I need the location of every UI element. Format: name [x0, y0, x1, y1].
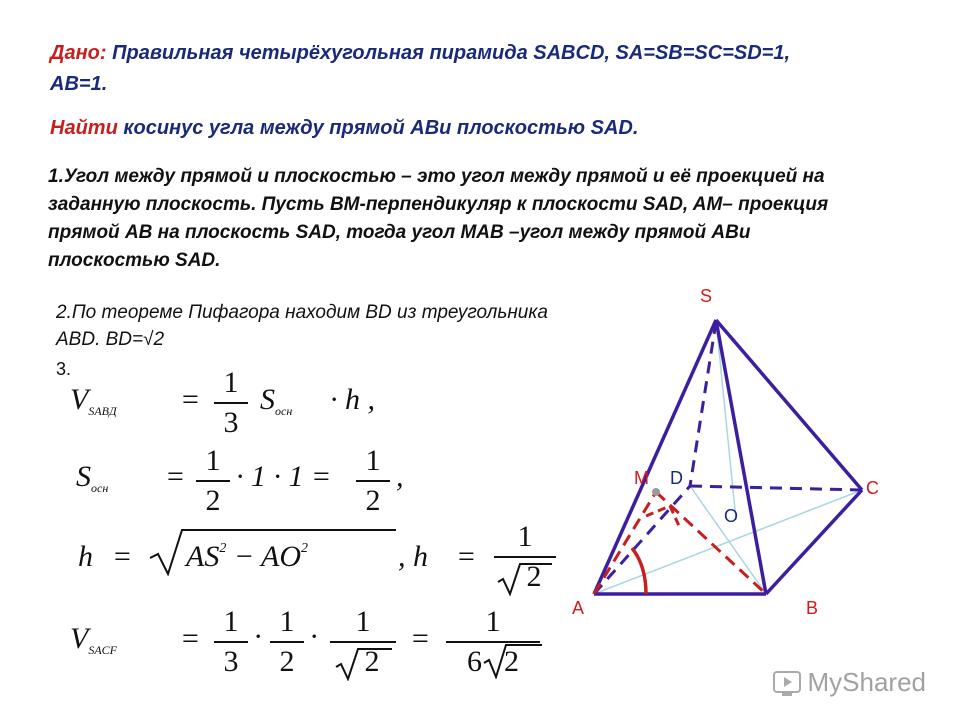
formula1-eq: =	[180, 383, 201, 416]
step3-label: 3.	[56, 359, 72, 379]
find-text: косинус угла между прямой ABи плоскостью SAD.	[117, 117, 639, 139]
formula3-lhs: h	[78, 540, 93, 573]
label-m: M	[634, 468, 649, 488]
formula4-lhs: $V_{SACF}$	[70, 622, 117, 657]
formula2-lhs: $S_{осн}$	[76, 460, 109, 495]
formula3-eq: =	[112, 540, 133, 573]
label-c: C	[866, 478, 879, 498]
formula4-fraction-1: 1 3	[214, 605, 248, 679]
formula3-fraction: 1 2	[494, 520, 556, 594]
formula4-fraction-3: 1 2	[330, 605, 396, 679]
angle-mab-arc	[632, 548, 646, 594]
label-o: O	[724, 506, 739, 526]
formula2-eq: =	[165, 460, 186, 493]
given-text-2: AB=1.	[50, 73, 108, 95]
label-s: S	[700, 286, 713, 306]
myshared-logo-icon	[772, 668, 802, 698]
formula4-dot-2: ·	[310, 620, 318, 653]
formula3-sep: , h	[398, 540, 428, 573]
step1-line-1: 1.Угол между прямой и плоскостью – это угол между прямой и её проекцией на	[48, 166, 825, 187]
formula2-fraction-2: 1 2	[356, 444, 390, 518]
edge-sc	[716, 320, 862, 490]
formula1-rest: $S_{осн}$	[260, 383, 293, 418]
formula4-eq2: =	[410, 622, 431, 655]
edge-dc-dashed	[690, 486, 862, 490]
formula2-tail: ,	[396, 460, 404, 493]
formula1-fraction: 1 3	[214, 366, 248, 440]
edge-bc	[766, 490, 862, 594]
formula2-mid: · 1 · 1 =	[236, 460, 332, 493]
projection-am	[594, 492, 656, 594]
point-m	[652, 488, 660, 496]
step1-line-2: заданную плоскость. Пусть BM-перпендикуляр к плоскости SAD, AM– проекция	[48, 194, 829, 215]
formula3-radicand: $AS^2 - AO^2$	[186, 540, 309, 573]
step2-line-1: 2.По теореме Пифагора находим BD из треугольника	[56, 302, 548, 323]
given-label: Дано:	[50, 42, 107, 64]
step1-line-3: прямой AB на плоскость SAD, тогда угол MAB –угол между прямой ABи	[48, 222, 751, 243]
step2-line-2: ABD. BD=√2	[56, 329, 165, 350]
formula3-eq2: =	[456, 540, 477, 573]
formula4-eq: =	[180, 622, 201, 655]
find-label: Найти	[50, 117, 118, 139]
watermark	[772, 667, 927, 698]
formula4-fraction-4: 1 6 2	[446, 605, 540, 679]
label-a: A	[572, 598, 585, 618]
watermark-text: MyShared	[807, 667, 926, 697]
formula4-dot-1: ·	[254, 620, 262, 653]
step1-line-4: плоскостью SAD.	[48, 250, 221, 271]
formula4-fraction-2: 1 2	[270, 605, 304, 679]
label-d: D	[670, 468, 683, 488]
formula1-lhs: $V_{SABД}$	[70, 383, 117, 418]
formula1-tail: · h ,	[330, 383, 375, 416]
edge-ad-dashed	[594, 486, 690, 594]
edge-sb	[716, 320, 766, 594]
label-b: B	[806, 598, 819, 618]
formula2-fraction-1: 1 2	[196, 444, 230, 518]
edge-sa	[594, 320, 716, 594]
given-text-1: Правильная четырёхугольная пирамида SABCD, SA=SB=SC=SD=1,	[106, 42, 791, 64]
